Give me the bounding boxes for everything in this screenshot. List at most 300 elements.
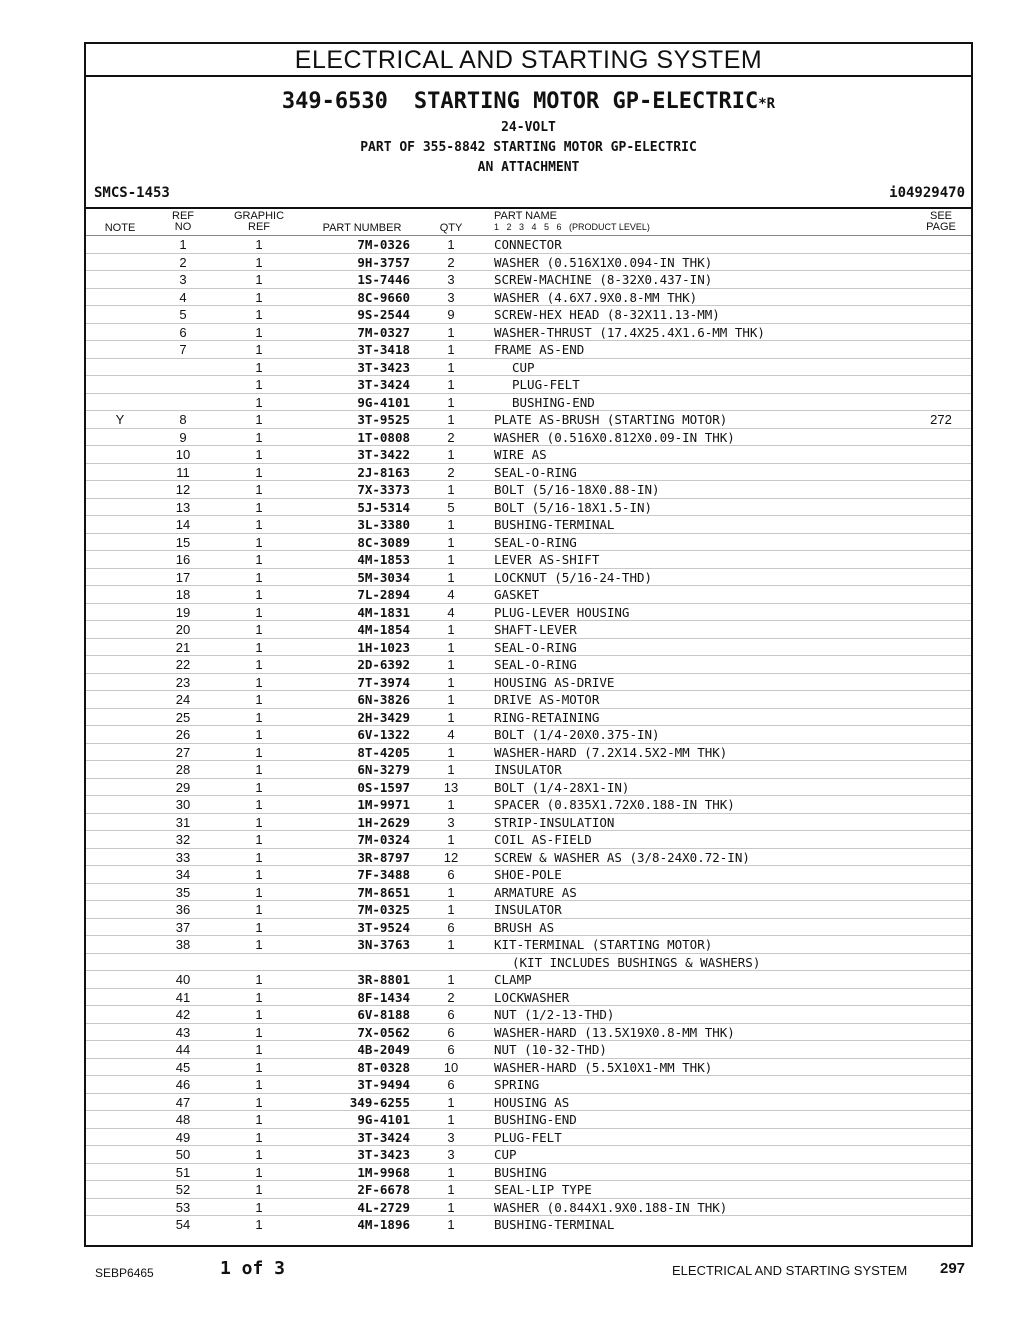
part-number-cell: 7M-0326: [357, 237, 410, 252]
qty-cell: 2: [447, 464, 455, 480]
part-name-cell: PLUG-LEVER HOUSING: [494, 604, 630, 620]
part-number-cell: 9G-4101: [357, 1112, 410, 1127]
table-row: [86, 1110, 971, 1128]
part-name-cell: INSULATOR: [494, 762, 562, 777]
qty-cell: 1: [447, 937, 455, 952]
part-name-cell: SEAL-O-RING: [494, 534, 577, 550]
note-cell: Y: [115, 412, 125, 427]
graphic-ref-cell: 1: [255, 1199, 263, 1215]
qty-cell: 1: [447, 1112, 455, 1127]
part-number-cell: 3T-3423: [357, 1147, 410, 1162]
qty-cell: 1: [447, 902, 455, 917]
qty-cell: 1: [447, 534, 455, 550]
ref-no-cell: 49: [175, 1129, 191, 1145]
graphic-ref-cell: 1: [255, 989, 263, 1005]
qty-cell: 6: [447, 919, 455, 935]
part-name-cell: LOCKNUT (5/16-24-THD): [494, 569, 653, 585]
table-row: [86, 935, 971, 953]
col-graphic-ref: GRAPHIC REF: [233, 210, 285, 233]
table-row: [86, 568, 971, 586]
ref-no-cell: 38: [175, 937, 191, 952]
ref-no-cell: 20: [175, 622, 191, 637]
part-name-cell: SEAL-O-RING: [494, 639, 577, 655]
table-row: [86, 253, 971, 271]
ref-no-cell: 37: [175, 919, 191, 935]
graphic-ref-cell: 1: [255, 604, 263, 620]
graphic-ref-cell: 1: [255, 1094, 263, 1110]
graphic-ref-cell: 1: [255, 779, 263, 795]
table-row: [86, 620, 971, 638]
graphic-ref-cell: 1: [255, 237, 263, 252]
graphic-ref-cell: 1: [255, 1129, 263, 1145]
qty-cell: 1: [447, 359, 455, 375]
part-number-cell: 4M-1853: [357, 552, 410, 567]
part-name-cell: HOUSING AS-DRIVE: [494, 674, 615, 690]
group-name: STARTING MOTOR GP-ELECTRIC: [413, 89, 759, 114]
qty-cell: 12: [443, 849, 459, 865]
part-number-cell: 3T-9524: [357, 919, 410, 935]
graphic-ref-cell: 1: [255, 622, 263, 637]
qty-cell: 1: [447, 1217, 455, 1232]
table-row: [86, 498, 971, 516]
table-row: [86, 1075, 971, 1093]
qty-cell: 1: [447, 972, 455, 987]
qty-cell: 4: [447, 604, 455, 620]
ref-no-cell: 41: [175, 989, 191, 1005]
graphic-ref-cell: 1: [255, 324, 263, 340]
part-number-cell: 6N-3826: [357, 692, 410, 707]
table-row: [86, 743, 971, 761]
parts-table: [86, 235, 971, 1233]
part-name-cell: PLUG-FELT: [494, 1129, 562, 1145]
graphic-ref-cell: 1: [255, 342, 263, 357]
part-number-cell: 7M-0325: [357, 902, 410, 917]
part-name-cell: HOUSING AS: [494, 1094, 570, 1110]
part-name-cell: SHOE-POLE: [494, 867, 562, 882]
part-name-cell: WASHER-HARD (13.5X19X0.8-MM THK): [494, 1024, 735, 1040]
graphic-ref-cell: 1: [255, 1217, 263, 1232]
table-row: [86, 305, 971, 323]
qty-cell: 9: [447, 307, 455, 322]
footer-page-number: 297: [940, 1260, 966, 1277]
header-divider: [86, 207, 971, 209]
table-row: [86, 550, 971, 568]
qty-cell: 1: [447, 482, 455, 497]
qty-cell: 1: [447, 1094, 455, 1110]
part-number-cell: 6N-3279: [357, 762, 410, 777]
graphic-ref-cell: 1: [255, 569, 263, 585]
qty-cell: 1: [447, 744, 455, 760]
part-number-cell: 0S-1597: [357, 779, 410, 795]
table-row: [86, 970, 971, 988]
part-name-cell: SEAL-O-RING: [494, 464, 577, 480]
part-number-cell: 4M-1896: [357, 1217, 410, 1232]
part-number-cell: 2F-6678: [357, 1182, 410, 1197]
ref-no-cell: 42: [175, 1007, 191, 1022]
qty-cell: 2: [447, 989, 455, 1005]
table-row: [86, 883, 971, 901]
part-number-cell: 7M-8651: [357, 884, 410, 900]
part-number-cell: 3T-3418: [357, 342, 410, 357]
qty-cell: 1: [447, 552, 455, 567]
part-name-cell: FRAME AS-END: [494, 342, 585, 357]
part-name-cell: SEAL-O-RING: [494, 657, 577, 672]
part-number-cell: 6V-1322: [357, 727, 410, 742]
part-name-cell: NUT (1/2-13-THD): [494, 1007, 615, 1022]
table-row: [86, 795, 971, 813]
qty-cell: 4: [447, 727, 455, 742]
graphic-ref-cell: 1: [255, 1042, 263, 1057]
qty-cell: 1: [447, 832, 455, 847]
graphic-ref-cell: 1: [255, 499, 263, 515]
ref-no-cell: 14: [175, 517, 191, 532]
table-row: [86, 288, 971, 306]
qty-cell: 1: [447, 447, 455, 462]
ref-no-cell: 2: [179, 254, 187, 270]
graphic-ref-cell: 1: [255, 832, 263, 847]
graphic-ref-cell: 1: [255, 657, 263, 672]
ref-no-cell: 22: [175, 657, 191, 672]
part-number-cell: 9G-4101: [357, 394, 410, 410]
graphic-ref-cell: 1: [255, 394, 263, 410]
graphic-ref-cell: 1: [255, 1164, 263, 1180]
part-name-cell: SCREW-HEX HEAD (8-32X11.13-MM): [494, 307, 720, 322]
ref-no-cell: 28: [175, 762, 191, 777]
part-name-cell: WASHER-HARD (5.5X10X1-MM THK): [494, 1059, 713, 1075]
part-number-cell: 2H-3429: [357, 709, 410, 725]
col-part-name: PART NAME 1 2 3 4 5 6 (PRODUCT LEVEL): [494, 210, 650, 232]
part-name-cell: (KIT INCLUDES BUSHINGS & WASHERS): [512, 954, 761, 970]
graphic-ref-cell: 1: [255, 639, 263, 655]
ref-no-cell: 27: [175, 744, 191, 760]
table-row: [86, 1145, 971, 1163]
subtitle-voltage: 24-VOLT: [501, 120, 556, 135]
footer-document-number: SEBP6465: [95, 1266, 154, 1280]
part-number-cell: 5M-3034: [357, 569, 410, 585]
graphic-ref-cell: 1: [255, 412, 263, 427]
ref-no-cell: 32: [175, 832, 191, 847]
part-number-cell: 8F-1434: [357, 989, 410, 1005]
col-part-number: PART NUMBER: [322, 222, 402, 234]
parts-sheet-frame: [84, 42, 973, 1247]
graphic-ref-cell: 1: [255, 517, 263, 532]
part-number-cell: 3T-9494: [357, 1077, 410, 1092]
qty-cell: 1: [447, 324, 455, 340]
ref-no-cell: 40: [175, 972, 191, 987]
part-name-cell: DRIVE AS-MOTOR: [494, 692, 600, 707]
ref-no-cell: 23: [175, 674, 191, 690]
part-number-cell: 349-6255: [349, 1094, 410, 1110]
subtitle-attachment: AN ATTACHMENT: [477, 160, 580, 175]
graphic-ref-cell: 1: [255, 797, 263, 812]
qty-cell: 1: [447, 762, 455, 777]
part-number-cell: 4M-1854: [357, 622, 410, 637]
graphic-ref-cell: 1: [255, 709, 263, 725]
ref-no-cell: 35: [175, 884, 191, 900]
part-name-cell: BUSHING: [494, 1164, 547, 1180]
part-name-cell: INSULATOR: [494, 902, 562, 917]
table-row: [86, 988, 971, 1006]
table-row: [86, 270, 971, 288]
graphic-ref-cell: 1: [255, 482, 263, 497]
graphic-ref-cell: 1: [255, 1182, 263, 1197]
qty-cell: 1: [447, 1182, 455, 1197]
part-name-cell: CUP: [512, 359, 535, 375]
ref-no-cell: 4: [179, 289, 187, 305]
subtitle-parent: PART OF 355-8842 STARTING MOTOR GP-ELECTRIC: [360, 140, 697, 155]
ref-no-cell: 54: [175, 1217, 191, 1232]
part-name-cell: WASHER (0.516X1X0.094-IN THK): [494, 254, 713, 270]
graphic-ref-cell: 1: [255, 1007, 263, 1022]
graphic-ref-cell: 1: [255, 902, 263, 917]
graphic-ref-cell: 1: [255, 464, 263, 480]
qty-cell: 3: [447, 1147, 455, 1162]
qty-cell: 1: [447, 412, 455, 427]
graphic-ref-cell: 1: [255, 937, 263, 952]
graphic-ref-cell: 1: [255, 289, 263, 305]
part-name-cell: BOLT (5/16-18X1.5-IN): [494, 499, 653, 515]
qty-cell: 6: [447, 1077, 455, 1092]
part-name-cell: PLATE AS-BRUSH (STARTING MOTOR): [494, 412, 728, 427]
qty-cell: 1: [447, 1199, 455, 1215]
table-row: [86, 778, 971, 796]
graphic-ref-cell: 1: [255, 692, 263, 707]
part-name-cell: SPACER (0.835X1.72X0.188-IN THK): [494, 797, 735, 812]
ref-no-cell: 15: [175, 534, 191, 550]
table-row: [86, 690, 971, 708]
part-name-cell: CLAMP: [494, 972, 532, 987]
graphic-ref-cell: 1: [255, 447, 263, 462]
part-name-cell: SPRING: [494, 1077, 540, 1092]
ref-no-cell: 5: [179, 307, 187, 322]
part-name-cell: KIT-TERMINAL (STARTING MOTOR): [494, 937, 713, 952]
ref-no-cell: 11: [176, 464, 190, 480]
footer-page-of: 1 of 3: [220, 1258, 286, 1279]
part-number-cell: 4L-2729: [357, 1199, 410, 1215]
part-name-cell: BUSHING-END: [512, 394, 595, 410]
qty-cell: 3: [447, 814, 455, 830]
ref-no-cell: 44: [175, 1042, 191, 1057]
table-row: [86, 1005, 971, 1023]
part-name-cell: SCREW-MACHINE (8-32X0.437-IN): [494, 272, 713, 287]
part-number-cell: 8T-4205: [357, 744, 410, 760]
ref-no-cell: 10: [175, 447, 191, 462]
table-row: [86, 673, 971, 691]
qty-cell: 1: [447, 237, 455, 252]
part-name-cell: COIL AS-FIELD: [494, 832, 592, 847]
part-name-cell: STRIP-INSULATION: [494, 814, 615, 830]
part-number-cell: 9S-2544: [357, 307, 410, 322]
part-number-cell: 3T-3424: [357, 377, 410, 392]
part-name-cell: PLUG-FELT: [512, 377, 580, 392]
part-number-cell: 3T-3424: [357, 1129, 410, 1145]
table-row: [86, 393, 971, 411]
ref-no-cell: 45: [175, 1059, 191, 1075]
part-number-cell: 8C-9660: [357, 289, 410, 305]
qty-cell: 3: [447, 272, 455, 287]
part-name-cell: SCREW & WASHER AS (3/8-24X0.72-IN): [494, 849, 750, 865]
ref-no-cell: 52: [175, 1182, 191, 1197]
qty-cell: 2: [447, 254, 455, 270]
qty-cell: 6: [447, 867, 455, 882]
table-row: [86, 375, 971, 393]
graphic-ref-cell: 1: [255, 272, 263, 287]
part-number-cell: 3N-3763: [357, 937, 410, 952]
qty-cell: 6: [447, 1042, 455, 1057]
ref-no-cell: 13: [175, 499, 191, 515]
part-name-cell: ARMATURE AS: [494, 884, 577, 900]
ref-no-cell: 9: [179, 429, 187, 445]
qty-cell: 2: [447, 429, 455, 445]
graphic-ref-cell: 1: [255, 867, 263, 882]
graphic-ref-cell: 1: [255, 429, 263, 445]
table-row: [86, 760, 971, 778]
table-row: [86, 1128, 971, 1146]
qty-cell: 1: [447, 517, 455, 532]
part-number-cell: 7L-2894: [357, 587, 410, 602]
group-suffix: *R: [758, 96, 776, 112]
ref-no-cell: 33: [175, 849, 191, 865]
qty-cell: 1: [447, 709, 455, 725]
col-note: NOTE: [104, 222, 136, 234]
document-id: i04929470: [889, 185, 965, 201]
table-row: [86, 1093, 971, 1111]
ref-no-cell: 18: [175, 587, 191, 602]
graphic-ref-cell: 1: [255, 762, 263, 777]
ref-no-cell: 50: [175, 1147, 191, 1162]
part-name-cell: SEAL-LIP TYPE: [494, 1182, 592, 1197]
table-row: [86, 1163, 971, 1181]
graphic-ref-cell: 1: [255, 1147, 263, 1162]
part-number-cell: 1H-2629: [357, 814, 410, 830]
graphic-ref-cell: 1: [255, 1112, 263, 1127]
ref-no-cell: 1: [179, 237, 187, 252]
table-row: [86, 708, 971, 726]
qty-cell: 13: [443, 779, 459, 795]
qty-cell: 3: [447, 1129, 455, 1145]
ref-no-cell: 24: [175, 692, 191, 707]
table-row: [86, 725, 971, 743]
table-row: [86, 1180, 971, 1198]
part-number-cell: 3T-3422: [357, 447, 410, 462]
table-row: [86, 235, 971, 253]
title-block: [86, 88, 971, 178]
part-number-cell: 3T-3423: [357, 359, 410, 375]
table-row: [86, 830, 971, 848]
qty-cell: 4: [447, 587, 455, 602]
table-row: [86, 1058, 971, 1076]
graphic-ref-cell: 1: [255, 377, 263, 392]
part-name-cell: LOCKWASHER: [494, 989, 570, 1005]
table-row: [86, 918, 971, 936]
part-number-cell: 1M-9971: [357, 797, 410, 812]
table-row: [86, 1040, 971, 1058]
qty-cell: 1: [447, 1164, 455, 1180]
graphic-ref-cell: 1: [255, 972, 263, 987]
table-row: [86, 515, 971, 533]
graphic-ref-cell: 1: [255, 884, 263, 900]
graphic-ref-cell: 1: [255, 814, 263, 830]
table-row: [86, 848, 971, 866]
part-name-cell: WASHER-THRUST (17.4X25.4X1.6-MM THK): [494, 324, 765, 340]
part-number-cell: 3L-3380: [357, 517, 410, 532]
part-number-cell: 8C-3089: [357, 534, 410, 550]
part-name-cell: BOLT (1/4-28X1-IN): [494, 779, 630, 795]
qty-cell: 1: [447, 674, 455, 690]
table-row: [86, 358, 971, 376]
see-page-cell: 272: [930, 412, 952, 427]
table-row: [86, 445, 971, 463]
part-number-cell: 4M-1831: [357, 604, 410, 620]
table-row: [86, 340, 971, 358]
ref-no-cell: 47: [175, 1094, 191, 1110]
part-name-cell: BOLT (5/16-18X0.88-IN): [494, 482, 660, 497]
col-qty: QTY: [439, 222, 463, 234]
qty-cell: 1: [447, 692, 455, 707]
table-row: [86, 865, 971, 883]
ref-no-cell: 48: [175, 1112, 191, 1127]
ref-no-cell: 46: [175, 1077, 191, 1092]
table-row: [86, 585, 971, 603]
table-row: [86, 463, 971, 481]
part-number-cell: 7M-0327: [357, 324, 410, 340]
ref-no-cell: 51: [175, 1164, 191, 1180]
table-row: [86, 953, 971, 971]
smcs-code: SMCS-1453: [94, 185, 170, 201]
table-row: [86, 1023, 971, 1041]
table-row: [86, 533, 971, 551]
table-row: [86, 813, 971, 831]
graphic-ref-cell: 1: [255, 1077, 263, 1092]
ref-no-cell: 16: [175, 552, 191, 567]
part-number-cell: 4B-2049: [357, 1042, 410, 1057]
ref-no-cell: 25: [175, 709, 191, 725]
ref-no-cell: 12: [175, 482, 191, 497]
part-name-cell: WIRE AS: [494, 447, 547, 462]
ref-no-cell: 36: [175, 902, 191, 917]
table-row: [86, 1215, 971, 1233]
table-row: [86, 900, 971, 918]
ref-no-cell: 29: [175, 779, 191, 795]
part-number-cell: 7X-0562: [357, 1024, 410, 1040]
part-number-cell: 7F-3488: [357, 867, 410, 882]
part-name-cell: BUSHING-END: [494, 1112, 577, 1127]
graphic-ref-cell: 1: [255, 744, 263, 760]
part-number-cell: 1T-0808: [357, 429, 410, 445]
qty-cell: 1: [447, 884, 455, 900]
graphic-ref-cell: 1: [255, 587, 263, 602]
part-name-cell: BUSHING-TERMINAL: [494, 517, 615, 532]
group-part-number: 349-6530: [281, 89, 388, 114]
table-row: [86, 480, 971, 498]
part-name-cell: SHAFT-LEVER: [494, 622, 577, 637]
ref-no-cell: 34: [175, 867, 191, 882]
table-row: [86, 428, 971, 446]
qty-cell: 1: [447, 377, 455, 392]
qty-cell: 1: [447, 342, 455, 357]
ref-no-cell: 3: [179, 272, 187, 287]
qty-cell: 1: [447, 797, 455, 812]
ref-no-cell: 17: [175, 569, 191, 585]
qty-cell: 5: [447, 499, 455, 515]
col-see-page: SEE PAGE: [926, 210, 956, 233]
part-number-cell: 7T-3974: [357, 674, 410, 690]
part-number-cell: 7X-3373: [357, 482, 410, 497]
graphic-ref-cell: 1: [255, 359, 263, 375]
part-number-cell: 9H-3757: [357, 254, 410, 270]
part-name-cell: CUP: [494, 1147, 517, 1162]
part-number-cell: 3R-8797: [357, 849, 410, 865]
